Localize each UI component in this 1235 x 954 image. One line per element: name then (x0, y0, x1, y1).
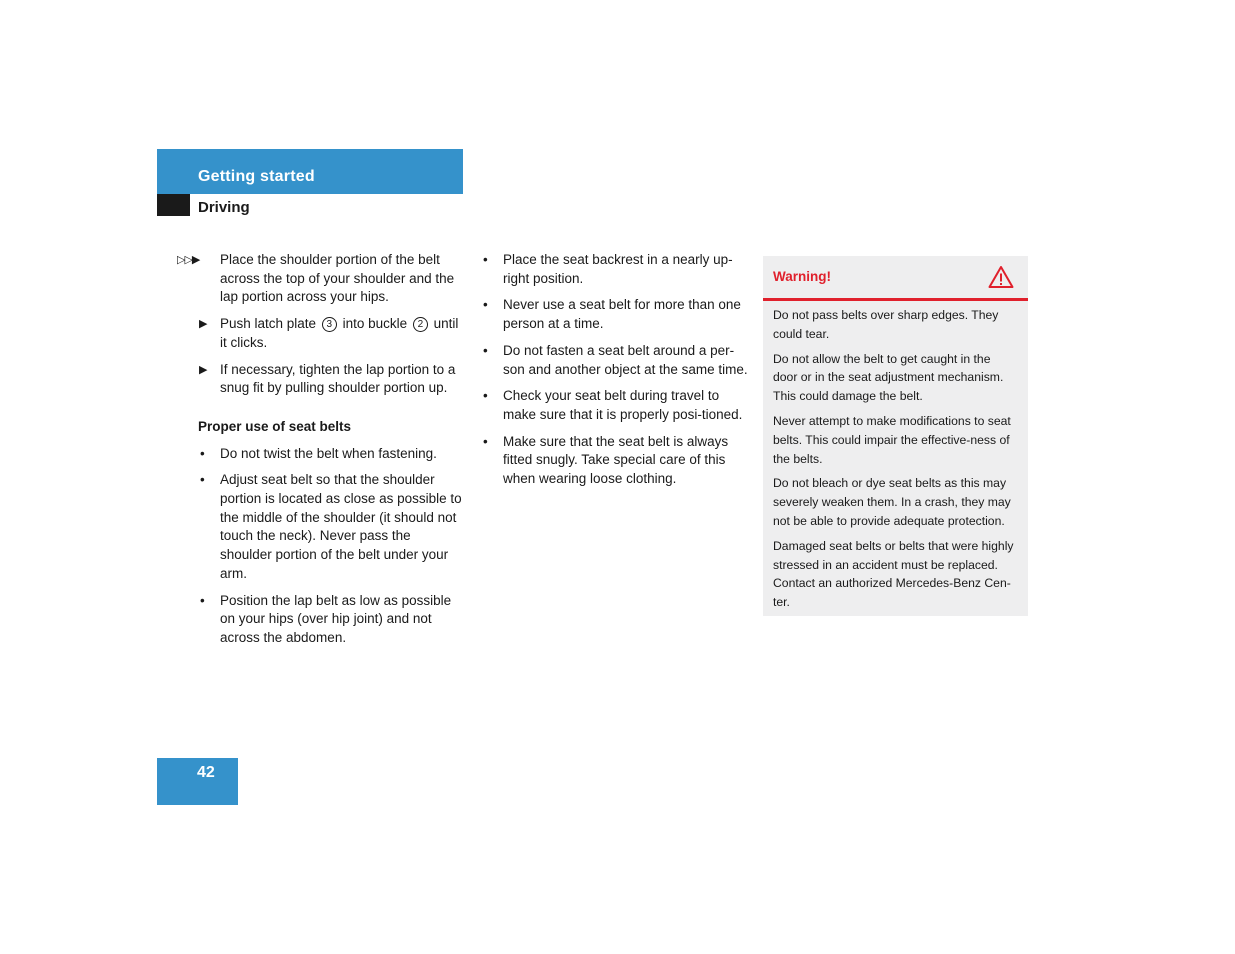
step-text-mid: into buckle (338, 316, 411, 332)
list-item-text: Adjust seat belt so that the shoulder portion is located as close as possible to the middle of the shoulder (it should not touch the neck). Never pass the shoulder portion of the belt under your arm. (220, 472, 462, 581)
warning-box (763, 256, 1028, 616)
bullet-icon: • (483, 297, 488, 313)
subsection-title: Driving (198, 199, 250, 216)
step-arrow-icon: ▶ (199, 363, 208, 376)
list-item (177, 592, 465, 648)
step-text-post: until it clicks. (220, 316, 459, 350)
warning-paragraph: Do not bleach or dye seat belts as this may severely weaken them. In a crash, they may not be able to provide adequate protection. (773, 476, 1011, 528)
step-arrow-icon: ▶ (199, 318, 208, 331)
continued-step-icon: ▷▷▶ (177, 254, 200, 266)
warning-title: Warning! (773, 269, 831, 284)
list-item (177, 445, 465, 464)
page-number-box (157, 758, 238, 805)
bullet-icon: • (483, 252, 488, 267)
warning-triangle-icon (988, 265, 1014, 294)
step-text: Place the shoulder portion of the belt across the top of your shoulder and the lap portion across your hips. (220, 252, 455, 305)
warning-body (763, 301, 1028, 612)
callout-number: 3 (322, 317, 337, 332)
list-item (480, 342, 750, 379)
warning-header (763, 256, 1028, 301)
section-header-bar (157, 149, 463, 194)
left-column (177, 251, 465, 656)
instruction-step (177, 251, 465, 307)
step-text: If necessary, tighten the lap portion to a snug fit by pulling shoulder portion up. (220, 361, 456, 396)
list-item (177, 471, 465, 583)
warning-paragraph: Damaged seat belts or belts that were highly stressed in an accident must be replaced. Contact an authorized Mercedes-Benz Cen-ter. (773, 538, 1014, 610)
instruction-step (177, 361, 465, 398)
list-item (480, 296, 750, 333)
warning-paragraph: Never attempt to make modifications to seat belts. This could impair the effective-ness of the belts. (773, 413, 1011, 466)
list-item-text: Do not fasten a seat belt around a per-son and another object at the same time. (503, 342, 748, 377)
list-item-text: Position the lap belt as low as possible on your hips (over hip joint) and not across the abdomen. (220, 592, 452, 645)
list-item-text: Never use a seat belt for more than one person at a time. (503, 297, 741, 332)
middle-column (480, 251, 750, 497)
bullet-icon: • (483, 433, 488, 449)
subsection-marker (157, 194, 190, 216)
list-item-text: Place the seat backrest in a nearly up-right position. (503, 252, 733, 286)
section-title: Getting started (198, 168, 315, 185)
warning-paragraph: Do not allow the belt to get caught in the door or in the seat adjustment mechanism. This could damage the belt. (773, 351, 1004, 404)
bullet-icon: • (483, 388, 488, 404)
bullet-icon: • (200, 472, 205, 488)
list-item (480, 387, 750, 424)
page-number: 42 (197, 764, 215, 781)
bullet-icon: • (483, 342, 488, 358)
step-text-pre: Push latch plate (220, 316, 320, 332)
list-item-text: Make sure that the seat belt is always fitted snugly. Take special care of this when wearing loose clothing. (503, 433, 729, 487)
list-item (480, 251, 750, 288)
instruction-step (177, 315, 465, 352)
bullet-icon: • (200, 445, 205, 461)
list-item-text: Check your seat belt during travel to make sure that it is properly posi-tioned. (503, 388, 743, 422)
list-item-text: Do not twist the belt when fastening. (220, 445, 437, 461)
warning-paragraph: Do not pass belts over sharp edges. They could tear. (773, 308, 999, 341)
list-item (480, 433, 750, 489)
callout-number: 2 (413, 317, 428, 332)
bullet-icon: • (200, 592, 205, 608)
subsection-heading: Proper use of seat belts (198, 418, 352, 434)
